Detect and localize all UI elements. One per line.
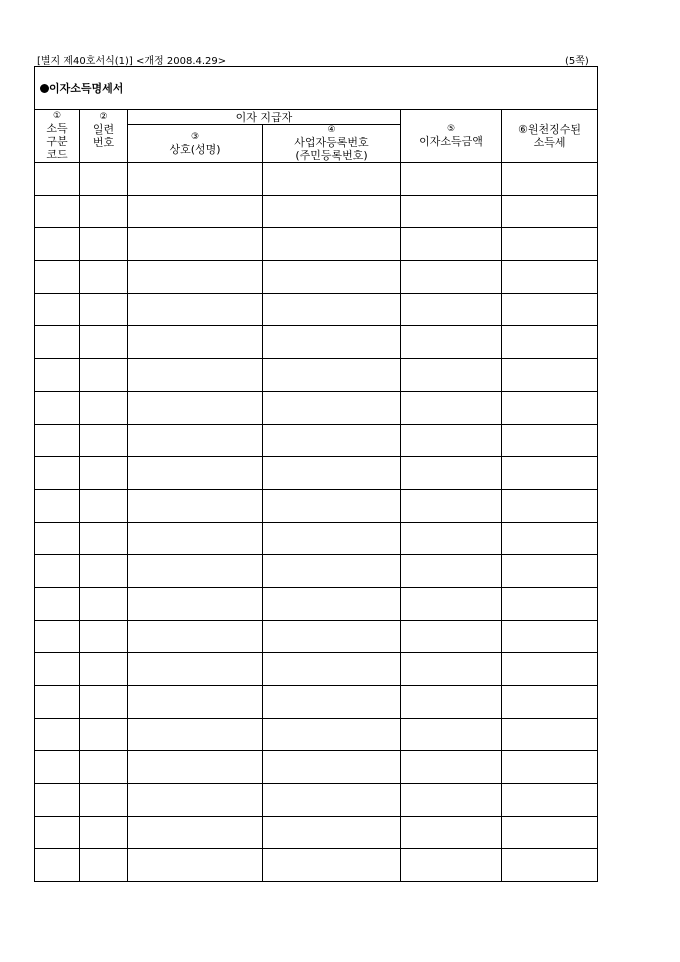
table-cell[interactable] bbox=[263, 718, 401, 751]
table-cell[interactable] bbox=[502, 686, 598, 719]
table-cell[interactable] bbox=[35, 620, 80, 653]
table-cell[interactable] bbox=[128, 522, 263, 555]
table-cell[interactable] bbox=[401, 784, 502, 817]
form-title-cell bbox=[35, 67, 598, 110]
table-cell[interactable] bbox=[401, 195, 502, 228]
table-cell[interactable] bbox=[128, 784, 263, 817]
table-cell[interactable] bbox=[35, 228, 80, 261]
table-cell[interactable] bbox=[502, 359, 598, 392]
table-cell[interactable] bbox=[401, 391, 502, 424]
table-row bbox=[35, 359, 598, 392]
table-row bbox=[35, 293, 598, 326]
table-cell[interactable] bbox=[80, 424, 128, 457]
table-cell[interactable] bbox=[80, 326, 128, 359]
table-cell[interactable] bbox=[35, 359, 80, 392]
col-label: (주민등록번호) bbox=[295, 149, 368, 162]
interest-income-table bbox=[34, 66, 598, 882]
table-cell[interactable] bbox=[502, 424, 598, 457]
table-row bbox=[35, 163, 598, 196]
table-cell[interactable] bbox=[263, 163, 401, 196]
table-cell[interactable] bbox=[263, 489, 401, 522]
table-cell[interactable] bbox=[80, 489, 128, 522]
table-cell[interactable] bbox=[35, 522, 80, 555]
col-num: ③ bbox=[190, 131, 200, 142]
table-cell[interactable] bbox=[80, 293, 128, 326]
table-cell[interactable] bbox=[263, 359, 401, 392]
table-cell[interactable] bbox=[401, 261, 502, 294]
col-label: 구분 bbox=[46, 135, 68, 148]
table-cell[interactable] bbox=[128, 686, 263, 719]
table-cell[interactable] bbox=[80, 391, 128, 424]
col-num: ② bbox=[99, 112, 108, 122]
table-cell[interactable] bbox=[401, 653, 502, 686]
table-cell[interactable] bbox=[502, 653, 598, 686]
table-cell[interactable] bbox=[35, 424, 80, 457]
table-cell[interactable] bbox=[401, 489, 502, 522]
table-cell[interactable] bbox=[128, 751, 263, 784]
table-cell[interactable] bbox=[401, 718, 502, 751]
table-cell[interactable] bbox=[128, 359, 263, 392]
table-cell[interactable] bbox=[128, 228, 263, 261]
table-cell[interactable] bbox=[502, 228, 598, 261]
table-cell[interactable] bbox=[263, 751, 401, 784]
col-interest-amount-header bbox=[401, 110, 502, 163]
table-cell[interactable] bbox=[401, 686, 502, 719]
col-label: 상호(성명) bbox=[169, 142, 221, 156]
table-cell[interactable] bbox=[401, 849, 502, 882]
table-cell[interactable] bbox=[80, 359, 128, 392]
table-cell[interactable] bbox=[502, 457, 598, 490]
table-cell[interactable] bbox=[80, 457, 128, 490]
table-cell[interactable] bbox=[502, 261, 598, 294]
table-cell[interactable] bbox=[502, 326, 598, 359]
table-cell[interactable] bbox=[401, 359, 502, 392]
table-cell[interactable] bbox=[80, 228, 128, 261]
table-cell[interactable] bbox=[80, 686, 128, 719]
table-row bbox=[35, 816, 598, 849]
table-cell[interactable] bbox=[502, 587, 598, 620]
col-withheld-tax-header bbox=[502, 110, 598, 163]
table-cell[interactable] bbox=[80, 195, 128, 228]
table-cell[interactable] bbox=[128, 816, 263, 849]
table-cell[interactable] bbox=[263, 849, 401, 882]
table-cell[interactable] bbox=[263, 228, 401, 261]
table-cell[interactable] bbox=[502, 620, 598, 653]
table-cell[interactable] bbox=[263, 653, 401, 686]
table-cell[interactable] bbox=[263, 326, 401, 359]
table-cell[interactable] bbox=[35, 391, 80, 424]
table-cell[interactable] bbox=[502, 195, 598, 228]
table-cell[interactable] bbox=[502, 784, 598, 817]
table-cell[interactable] bbox=[502, 522, 598, 555]
table-row bbox=[35, 326, 598, 359]
table-cell[interactable] bbox=[80, 849, 128, 882]
table-cell[interactable] bbox=[502, 391, 598, 424]
table-cell[interactable] bbox=[35, 489, 80, 522]
table-cell[interactable] bbox=[35, 195, 80, 228]
table-cell[interactable] bbox=[80, 784, 128, 817]
table-cell[interactable] bbox=[401, 293, 502, 326]
table-cell[interactable] bbox=[263, 555, 401, 588]
table-cell[interactable] bbox=[35, 163, 80, 196]
table-cell[interactable] bbox=[401, 326, 502, 359]
table-cell[interactable] bbox=[263, 391, 401, 424]
table-cell[interactable] bbox=[128, 195, 263, 228]
col-label: 사업자등록번호 bbox=[294, 136, 369, 149]
table-row bbox=[35, 555, 598, 588]
form-title: 이자소득명세서 bbox=[49, 81, 124, 95]
table-cell[interactable] bbox=[263, 293, 401, 326]
table-cell[interactable] bbox=[80, 587, 128, 620]
table-cell[interactable] bbox=[80, 522, 128, 555]
table-row bbox=[35, 686, 598, 719]
table-row bbox=[35, 653, 598, 686]
table-cell[interactable] bbox=[401, 457, 502, 490]
table-cell[interactable] bbox=[35, 587, 80, 620]
table-cell[interactable] bbox=[35, 293, 80, 326]
table-cell[interactable] bbox=[35, 326, 80, 359]
table-cell[interactable] bbox=[128, 163, 263, 196]
table-cell[interactable] bbox=[401, 816, 502, 849]
page-number: (5쪽) bbox=[565, 56, 589, 67]
table-cell[interactable] bbox=[35, 816, 80, 849]
table-cell[interactable] bbox=[128, 326, 263, 359]
table-cell[interactable] bbox=[263, 620, 401, 653]
table-cell[interactable] bbox=[502, 751, 598, 784]
table-row bbox=[35, 195, 598, 228]
table-cell[interactable] bbox=[401, 228, 502, 261]
table-cell[interactable] bbox=[35, 653, 80, 686]
table-cell[interactable] bbox=[502, 163, 598, 196]
table-row bbox=[35, 261, 598, 294]
table-cell[interactable] bbox=[263, 195, 401, 228]
table-cell[interactable] bbox=[80, 555, 128, 588]
col-num: ⑤ bbox=[446, 124, 456, 134]
table-cell[interactable] bbox=[128, 653, 263, 686]
col-num: ④ bbox=[327, 125, 336, 135]
table-cell[interactable] bbox=[128, 261, 263, 294]
table-cell[interactable] bbox=[401, 163, 502, 196]
table-cell[interactable] bbox=[35, 751, 80, 784]
table-row bbox=[35, 718, 598, 751]
table-row bbox=[35, 391, 598, 424]
table-cell[interactable] bbox=[80, 751, 128, 784]
table-cell[interactable] bbox=[263, 587, 401, 620]
table-row bbox=[35, 522, 598, 555]
table-cell[interactable] bbox=[128, 391, 263, 424]
table-cell[interactable] bbox=[502, 489, 598, 522]
col-label: 번호 bbox=[92, 136, 115, 149]
table-cell[interactable] bbox=[502, 718, 598, 751]
col-label: 코드 bbox=[46, 148, 68, 161]
table-cell[interactable] bbox=[128, 587, 263, 620]
table-cell[interactable] bbox=[80, 816, 128, 849]
table-cell[interactable] bbox=[401, 424, 502, 457]
table-cell[interactable] bbox=[401, 751, 502, 784]
table-row bbox=[35, 228, 598, 261]
table-cell[interactable] bbox=[35, 555, 80, 588]
payer-group-header: 이자 지급자 bbox=[128, 110, 401, 125]
col-num: ① bbox=[52, 111, 62, 121]
table-cell[interactable] bbox=[128, 489, 263, 522]
table-cell[interactable] bbox=[35, 457, 80, 490]
table-cell[interactable] bbox=[80, 261, 128, 294]
table-cell[interactable] bbox=[128, 849, 263, 882]
table-cell[interactable] bbox=[128, 293, 263, 326]
bullet-icon bbox=[40, 84, 49, 93]
table-cell[interactable] bbox=[263, 816, 401, 849]
table-row bbox=[35, 784, 598, 817]
table-cell[interactable] bbox=[263, 261, 401, 294]
table-cell[interactable] bbox=[401, 587, 502, 620]
table-cell[interactable] bbox=[128, 718, 263, 751]
table-row bbox=[35, 424, 598, 457]
table-row bbox=[35, 620, 598, 653]
col-label: 소득세 bbox=[533, 136, 566, 149]
table-cell[interactable] bbox=[502, 293, 598, 326]
table-cell[interactable] bbox=[80, 620, 128, 653]
col-label: 이자소득금액 bbox=[419, 135, 483, 148]
table-cell[interactable] bbox=[128, 457, 263, 490]
table-cell[interactable] bbox=[263, 686, 401, 719]
col-business-name-header bbox=[128, 125, 263, 163]
table-cell[interactable] bbox=[401, 620, 502, 653]
table-cell[interactable] bbox=[502, 816, 598, 849]
table-cell[interactable] bbox=[128, 555, 263, 588]
table-cell[interactable] bbox=[263, 522, 401, 555]
col-income-code-header bbox=[35, 110, 80, 163]
table-row bbox=[35, 849, 598, 882]
table-cell[interactable] bbox=[401, 555, 502, 588]
col-label: ⑥원천징수된 bbox=[518, 123, 582, 136]
table-row bbox=[35, 489, 598, 522]
table-cell[interactable] bbox=[128, 424, 263, 457]
table-row bbox=[35, 587, 598, 620]
table-cell[interactable] bbox=[80, 653, 128, 686]
col-label: 일련 bbox=[92, 123, 115, 136]
table-cell[interactable] bbox=[35, 261, 80, 294]
table-cell[interactable] bbox=[35, 784, 80, 817]
table-cell[interactable] bbox=[263, 457, 401, 490]
table-cell[interactable] bbox=[128, 620, 263, 653]
col-registration-no-header bbox=[263, 125, 401, 163]
col-serial-header bbox=[80, 110, 128, 163]
table-row bbox=[35, 751, 598, 784]
col-label: 소득 bbox=[46, 122, 68, 135]
table-cell[interactable] bbox=[263, 784, 401, 817]
table-cell[interactable] bbox=[401, 522, 502, 555]
table-cell[interactable] bbox=[502, 555, 598, 588]
form-reference: [별지 제40호서식(1)] <개정 2008.4.29> bbox=[37, 56, 227, 67]
table-cell[interactable] bbox=[502, 849, 598, 882]
table-cell[interactable] bbox=[35, 718, 80, 751]
table-cell[interactable] bbox=[35, 849, 80, 882]
table-cell[interactable] bbox=[35, 686, 80, 719]
table-row bbox=[35, 457, 598, 490]
table-cell[interactable] bbox=[80, 163, 128, 196]
table-cell[interactable] bbox=[263, 424, 401, 457]
table-cell[interactable] bbox=[80, 718, 128, 751]
